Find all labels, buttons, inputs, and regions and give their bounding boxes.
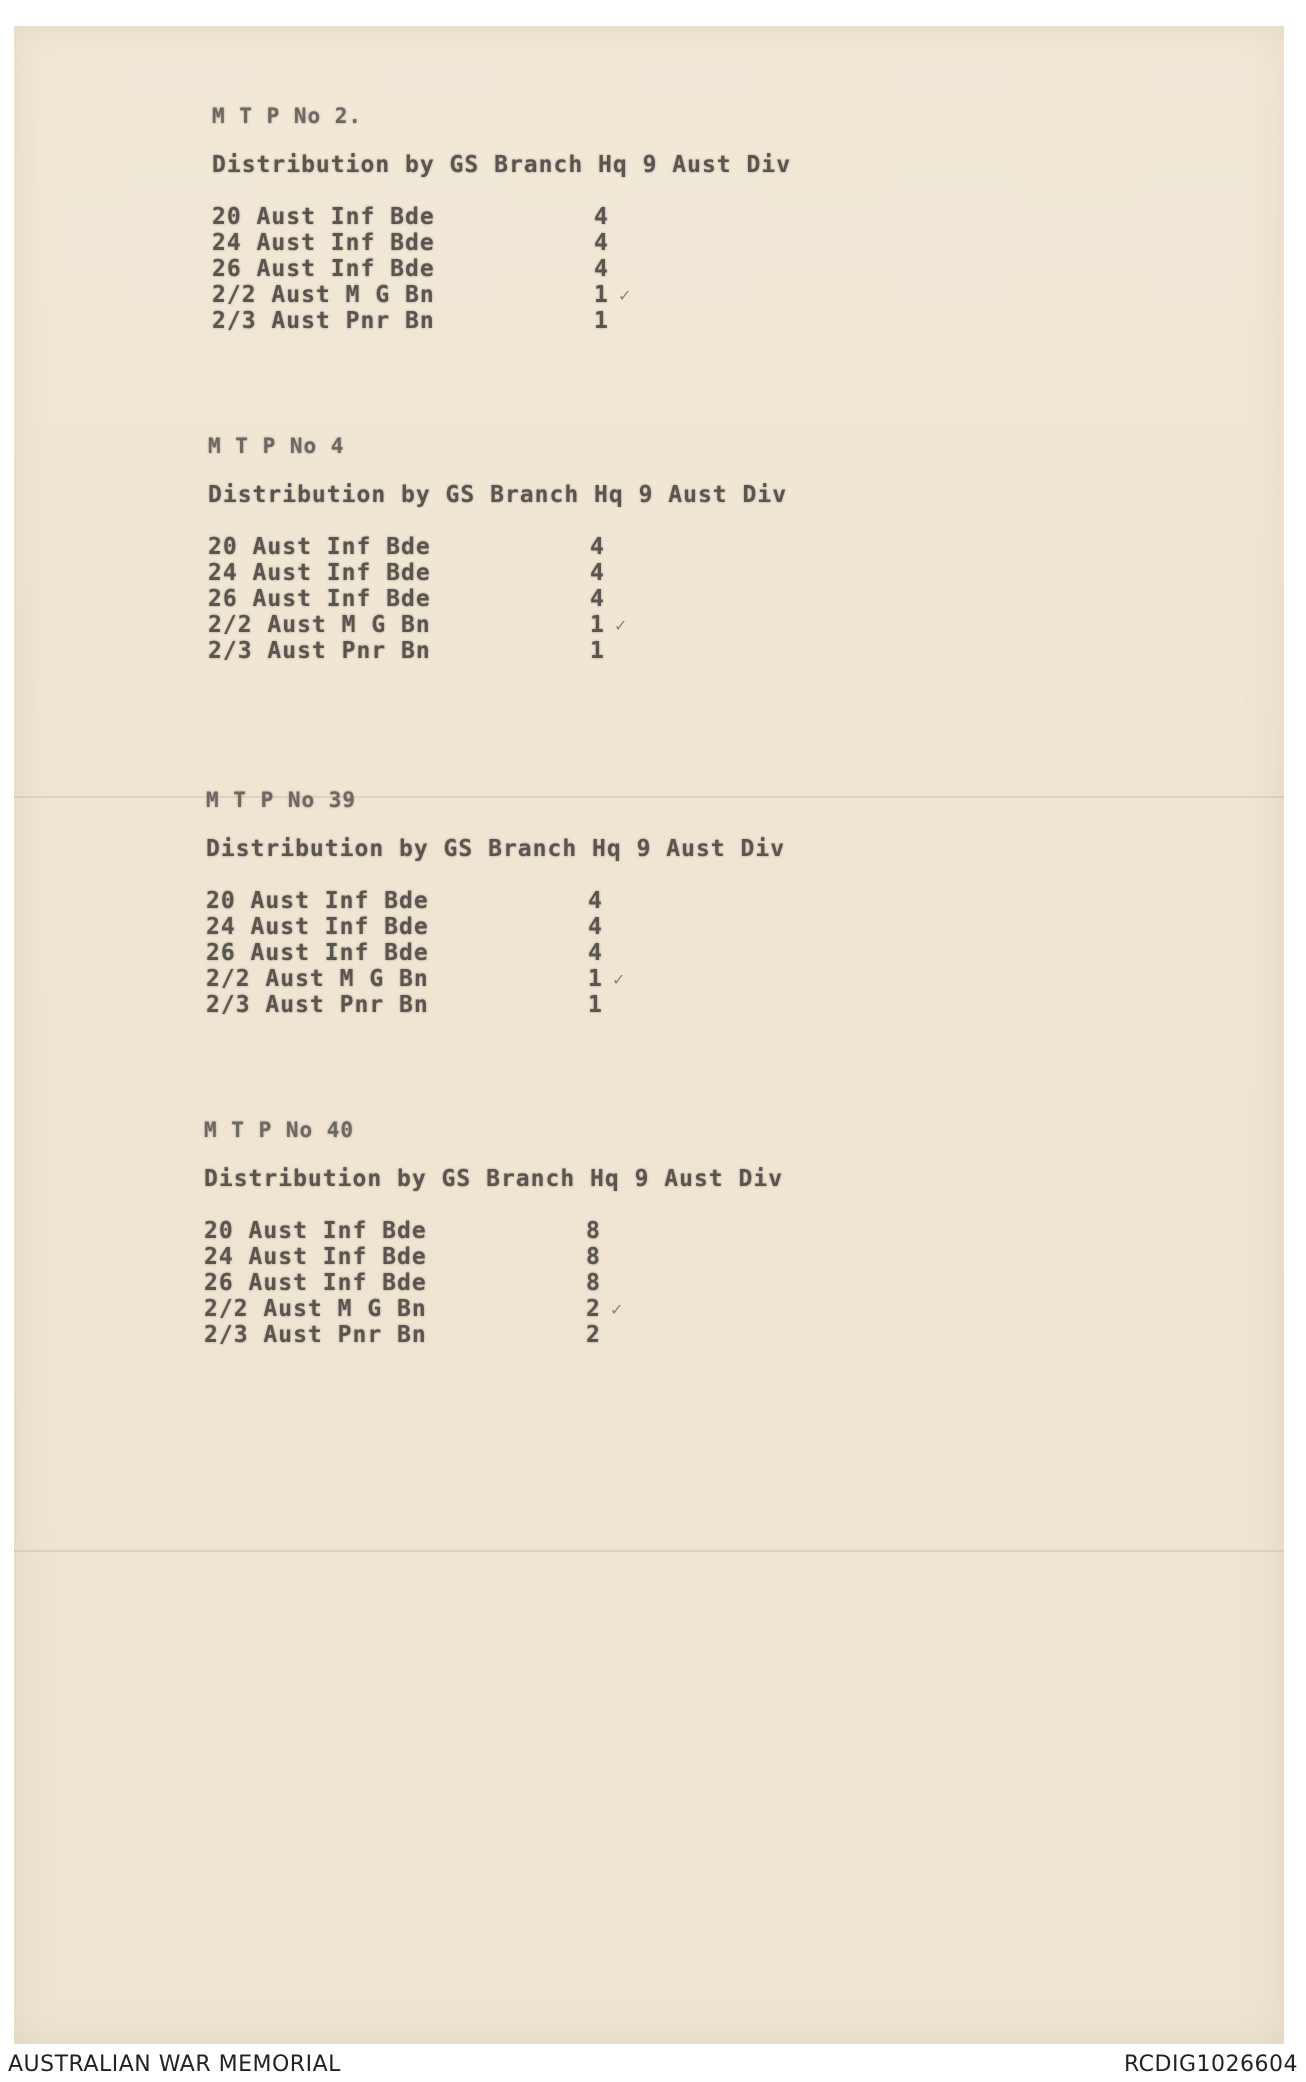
unit-name: 24 Aust Inf Bde — [204, 1244, 427, 1270]
distribution-line: Distribution by GS Branch Hq 9 Aust Div — [204, 1166, 784, 1192]
unit-name: 26 Aust Inf Bde — [208, 586, 431, 612]
unit-quantity: 4 — [594, 256, 609, 282]
unit-quantity: 1 — [594, 282, 609, 308]
unit-name: 26 Aust Inf Bde — [204, 1270, 427, 1296]
archive-footer — [0, 2048, 1306, 2082]
unit-name: 26 Aust Inf Bde — [206, 940, 429, 966]
distribution-line: Distribution by GS Branch Hq 9 Aust Div — [212, 152, 792, 178]
check-mark-icon: ✓ — [610, 1300, 624, 1319]
unit-name: 2/2 Aust M G Bn — [212, 282, 435, 308]
check-mark-icon: ✓ — [618, 286, 632, 305]
unit-quantity: 1 — [590, 612, 605, 638]
document-page — [14, 26, 1284, 2044]
unit-name: 2/3 Aust Pnr Bn — [206, 992, 429, 1018]
unit-quantity: 1 — [588, 966, 603, 992]
institution-label: AUSTRALIAN WAR MEMORIAL — [8, 2052, 341, 2077]
section-heading: M T P No 40 — [204, 1118, 355, 1142]
section-heading: M T P No 4 — [208, 434, 345, 458]
section-heading: M T P No 39 — [206, 788, 357, 812]
unit-name: 24 Aust Inf Bde — [206, 914, 429, 940]
unit-name: 2/3 Aust Pnr Bn — [204, 1322, 427, 1348]
record-id-label: RCDIG1026604 — [1123, 2052, 1298, 2077]
unit-name: 26 Aust Inf Bde — [212, 256, 435, 282]
fold-line — [14, 1550, 1284, 1552]
unit-name: 2/2 Aust M G Bn — [208, 612, 431, 638]
unit-quantity: 4 — [590, 586, 605, 612]
unit-quantity: 1 — [588, 992, 603, 1018]
unit-quantity: 2 — [586, 1322, 601, 1348]
unit-quantity: 1 — [594, 308, 609, 334]
check-mark-icon: ✓ — [612, 970, 626, 989]
section-heading: M T P No 2. — [212, 104, 363, 128]
unit-quantity: 4 — [594, 230, 609, 256]
unit-name: 24 Aust Inf Bde — [208, 560, 431, 586]
distribution-line: Distribution by GS Branch Hq 9 Aust Div — [206, 836, 786, 862]
unit-name: 20 Aust Inf Bde — [204, 1218, 427, 1244]
unit-quantity: 4 — [588, 940, 603, 966]
unit-name: 20 Aust Inf Bde — [208, 534, 431, 560]
unit-quantity: 4 — [590, 560, 605, 586]
unit-name: 20 Aust Inf Bde — [212, 204, 435, 230]
unit-name: 24 Aust Inf Bde — [212, 230, 435, 256]
unit-quantity: 8 — [586, 1244, 601, 1270]
check-mark-icon: ✓ — [614, 616, 628, 635]
unit-name: 20 Aust Inf Bde — [206, 888, 429, 914]
unit-name: 2/2 Aust M G Bn — [206, 966, 429, 992]
distribution-line: Distribution by GS Branch Hq 9 Aust Div — [208, 482, 788, 508]
unit-name: 2/3 Aust Pnr Bn — [212, 308, 435, 334]
unit-quantity: 4 — [594, 204, 609, 230]
unit-quantity: 2 — [586, 1296, 601, 1322]
unit-quantity: 4 — [590, 534, 605, 560]
unit-name: 2/2 Aust M G Bn — [204, 1296, 427, 1322]
unit-quantity: 4 — [588, 888, 603, 914]
unit-name: 2/3 Aust Pnr Bn — [208, 638, 431, 664]
fold-line — [14, 796, 1284, 798]
unit-quantity: 8 — [586, 1218, 601, 1244]
unit-quantity: 4 — [588, 914, 603, 940]
unit-quantity: 1 — [590, 638, 605, 664]
unit-quantity: 8 — [586, 1270, 601, 1296]
